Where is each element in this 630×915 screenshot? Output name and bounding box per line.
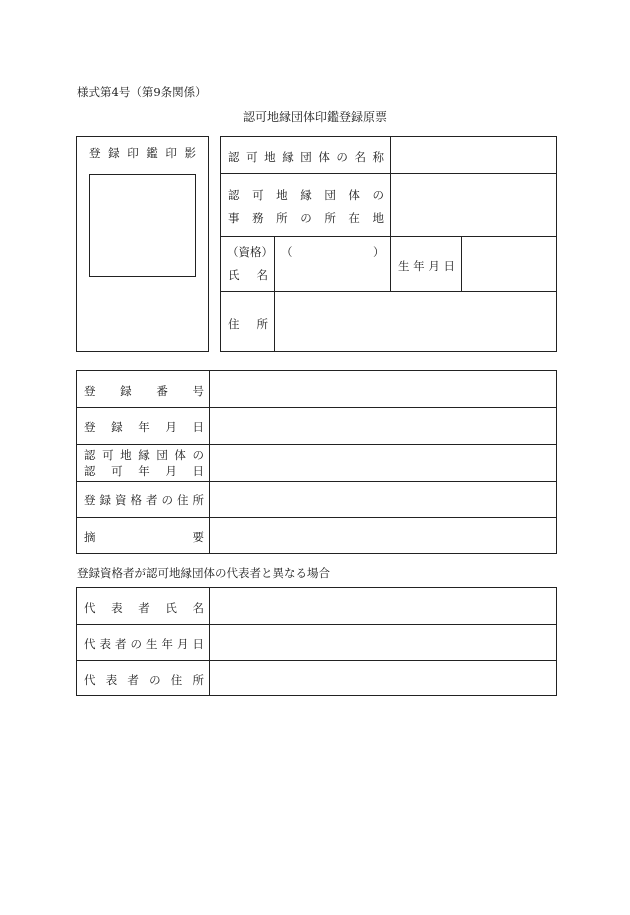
person-name-label: 氏 名	[228, 268, 268, 282]
paren-close: ）	[373, 245, 385, 259]
representative-birthdate-label: 代 表 者 の 生 年 月 日	[84, 637, 204, 651]
representative-name-label: 代 表 者 氏 名	[84, 601, 204, 615]
document-title: 認可地縁団体印鑑登録原票	[242, 110, 387, 124]
remarks-field[interactable]	[210, 518, 556, 553]
seal-box-label: 登 録 印 鑑 印 影	[89, 146, 196, 160]
representative-address-label: 代 表 者 の 住 所	[84, 673, 204, 687]
representative-table	[76, 587, 557, 696]
representative-birthdate-field[interactable]	[210, 625, 556, 660]
form-number: 様式第4号（第9条関係）	[77, 85, 207, 99]
office-location-field[interactable]	[391, 174, 557, 236]
birthdate-label: 生 年 月 日	[398, 259, 455, 273]
registration-date-field[interactable]	[210, 408, 556, 444]
seal-impression-area[interactable]	[89, 174, 196, 277]
registration-number-label: 登 録 番 号	[84, 384, 204, 398]
seal-box	[76, 136, 209, 352]
office-label-line1: 認 可 地 縁 団 体 の	[228, 188, 384, 202]
paren-open: （	[281, 245, 293, 259]
address-field[interactable]	[275, 292, 557, 352]
office-label-line2: 事 務 所 の 所 在 地	[228, 211, 384, 225]
representative-name-field[interactable]	[210, 588, 556, 624]
approval-date-field[interactable]	[210, 445, 556, 481]
birthdate-field[interactable]	[462, 237, 557, 291]
representative-address-field[interactable]	[210, 661, 556, 695]
group-name-label: 認 可 地 縁 団 体 の 名 称	[228, 150, 384, 164]
group-name-field[interactable]	[391, 137, 557, 173]
registrant-address-field[interactable]	[210, 482, 556, 517]
registration-number-field[interactable]	[210, 371, 556, 407]
group-info-table	[220, 136, 557, 352]
representative-note: 登録資格者が認可地縁団体の代表者と異なる場合	[77, 566, 330, 580]
person-name-field[interactable]	[275, 237, 390, 291]
registrant-address-label: 登 録 資 格 者 の 住 所	[84, 493, 204, 507]
registration-table	[76, 370, 557, 554]
approval-date-label-line2: 認 可 年 月 日	[84, 464, 204, 478]
registration-date-label: 登 録 年 月 日	[84, 420, 204, 434]
remarks-label: 摘 要	[84, 530, 204, 544]
address-label: 住 所	[228, 317, 268, 331]
qualification-label: （資格）	[227, 245, 273, 259]
approval-date-label-line1: 認 可 地 縁 団 体 の	[84, 448, 204, 462]
